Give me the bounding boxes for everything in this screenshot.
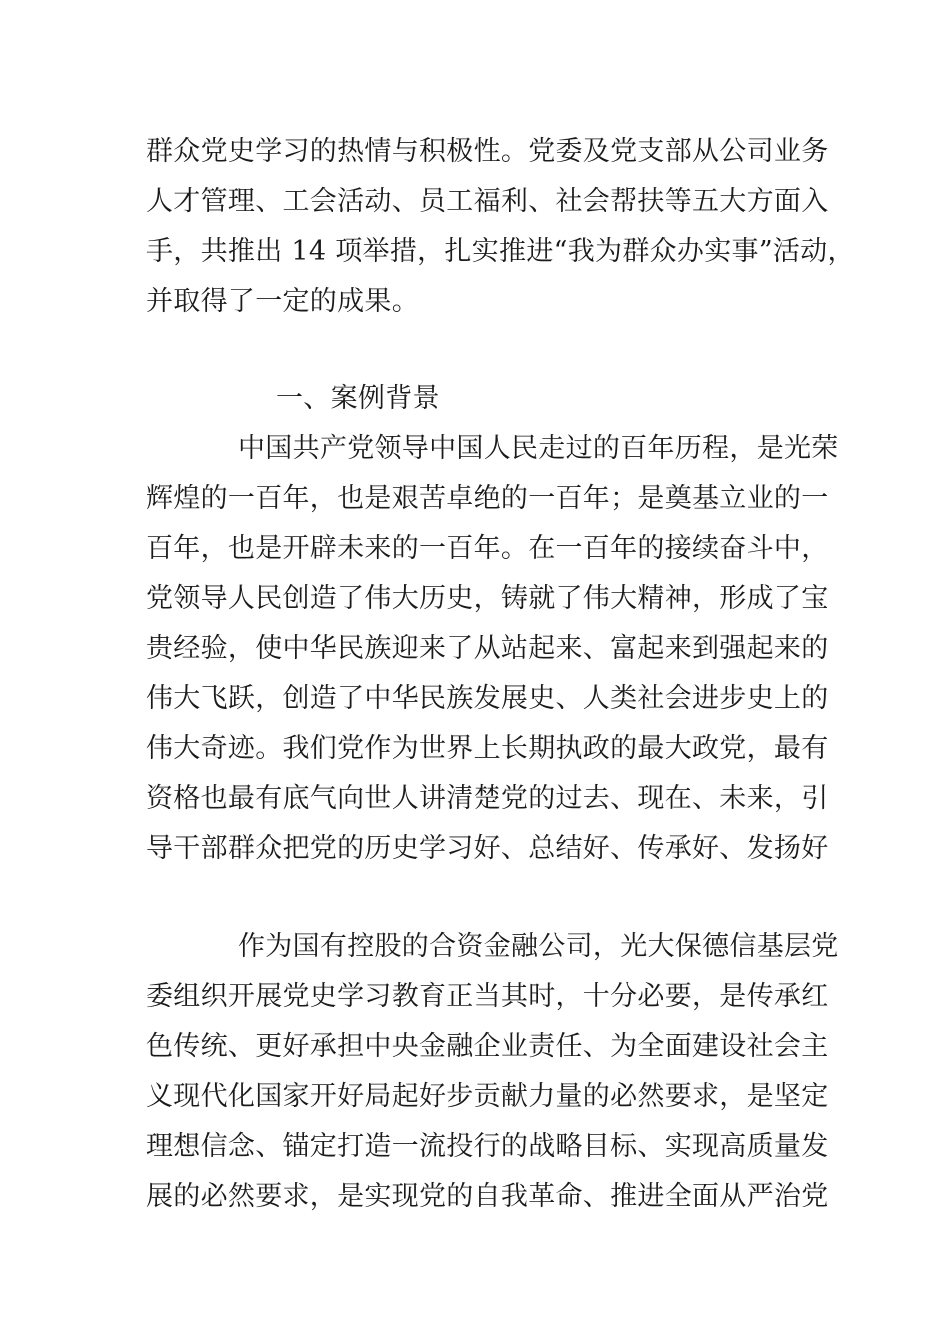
text-line: 委组织开展党史学习教育正当其时，十分必要，是传承红 (146, 981, 829, 1012)
text-line: 理想信念、锚定打造一流投行的战略目标、实现高质量发 (146, 1131, 829, 1162)
text-line: 导干部群众把党的历史学习好、总结好、传承好、发扬好 (146, 833, 829, 864)
text-line: 作为国有控股的合资金融公司，光大保德信基层党 (238, 931, 839, 962)
text-line: 党领导人民创造了伟大历史，铸就了伟大精神，形成了宝 (146, 583, 829, 614)
text-line: 中国共产党领导中国人民走过的百年历程，是光荣 (238, 433, 839, 464)
text-line: 伟大飞跃，创造了中华民族发展史、人类社会进步史上的 (146, 683, 829, 714)
text-line: 并取得了一定的成果。 (146, 286, 419, 317)
text-line: 贵经验，使中华民族迎来了从站起来、富起来到强起来的 (146, 633, 829, 664)
text-line: 色传统、更好承担中央金融企业责任、为全面建设社会主 (146, 1031, 829, 1062)
text-line: 伟大奇迹。我们党作为世界上长期执政的最大政党，最有 (146, 733, 829, 764)
text-line: 辉煌的一百年，也是艰苦卓绝的一百年；是奠基立业的一 (146, 483, 829, 514)
text-line: 义现代化国家开好局起好步贡献力量的必然要求，是坚定 (146, 1081, 829, 1112)
section-heading: 一、案例背景 (276, 383, 440, 414)
text-line: 资格也最有底气向世人讲清楚党的过去、现在、未来，引 (146, 783, 829, 814)
text-line: 手，共推出 14 项举措，扎实推进“我为群众办实事”活动， (146, 236, 855, 267)
text-line: 展的必然要求，是实现党的自我革命、推进全面从严治党 (146, 1181, 829, 1212)
text-line: 群众党史学习的热情与积极性。党委及党支部从公司业务 (146, 136, 829, 167)
text-line: 人才管理、工会活动、员工福利、社会帮扶等五大方面入 (146, 186, 829, 217)
text-line: 百年，也是开辟未来的一百年。在一百年的接续奋斗中， (146, 533, 829, 564)
